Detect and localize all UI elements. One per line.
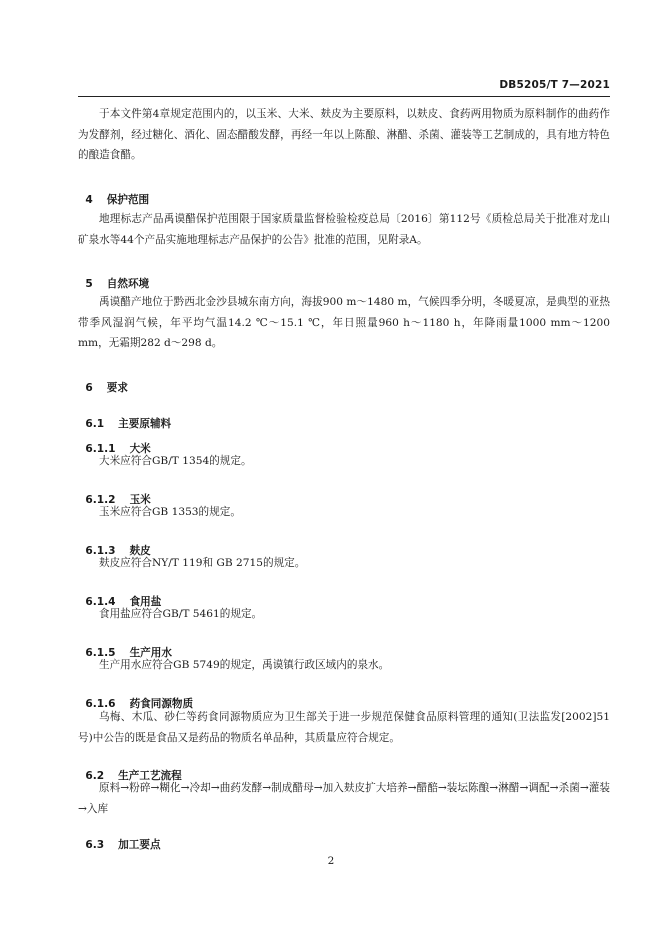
section-number: 6.1.3 <box>85 545 116 557</box>
section-5-heading <box>78 264 149 291</box>
section-number: 6.1.4 <box>85 596 116 608</box>
section-4-block <box>78 209 610 250</box>
section-title: 玉米 <box>129 494 151 506</box>
section-number: 6.1.1 <box>85 443 116 455</box>
section-6-1-6-paragraph: 乌梅、木瓜、砂仁等药食同源物质应为卫生部关于进一步规范保健食品原料管理的通知(卫法监发[2002]51号)中公告的既是食品又是药品的物质名单品种，其质量应符合规定。 <box>78 711 610 744</box>
section-number: 6.1 <box>85 418 105 430</box>
section-6-3-heading <box>78 825 161 852</box>
section-6-1-2-block <box>78 502 610 523</box>
section-4-paragraph: 地理标志产品禹谟醋保护范围限于国家质量监督检验检疫总局〔2016〕第112号《质检总局关于批准对龙山矿泉水等44个产品实施地理标志产品保护的公告》批准的范围，见附录A。 <box>78 213 610 246</box>
section-title: 主要原辅料 <box>118 418 172 430</box>
section-number: 6 <box>85 382 93 394</box>
section-title: 生产工艺流程 <box>118 770 182 782</box>
intro-block <box>78 104 610 166</box>
section-number: 5 <box>85 278 93 290</box>
section-5-block <box>78 292 610 354</box>
section-title: 食用盐 <box>129 596 162 608</box>
section-6-1-3-block <box>78 553 610 574</box>
header-rule <box>78 96 610 97</box>
section-4-heading <box>78 180 149 207</box>
section-5-paragraph: 禹谟醋产地位于黔西北金沙县城东南方向，海拔900 m～1480 m，气候四季分明，冬暖夏凉，是典型的亚热带季风湿润气候，年平均气温14.2 ℃～15.1 ℃，年日照量960 h～1180 h，年降雨量1000 mm～1200 mm，无霜期282 d～298 d。 <box>78 296 610 349</box>
intro-paragraph: 于本文件第4章规定范围内的，以玉米、大米、麸皮为主要原料，以麸皮、食药两用物质为原料制作的曲药作为发酵剂，经过糖化、酒化、固态醋酸发酵，再经一年以上陈酿、淋醋、杀菌、灌装等工艺制成的，具有地方特色的酿造食醋。 <box>78 108 610 161</box>
section-6-1-heading <box>78 404 171 431</box>
section-6-1-1-block <box>78 451 610 472</box>
page-number: 2 <box>327 855 335 867</box>
section-6-1-4-text: 食用盐应符合GB/T 5461的规定。 <box>99 608 263 620</box>
section-title: 药食同源物质 <box>129 698 194 710</box>
section-number: 6.2 <box>85 770 105 782</box>
section-6-1-6-block <box>78 707 610 748</box>
section-title: 麸皮 <box>129 545 151 557</box>
section-number: 6.1.6 <box>85 698 116 710</box>
section-title: 大米 <box>129 443 151 455</box>
section-6-1-3-text: 麸皮应符合NY/T 119和 GB 2715的规定。 <box>99 557 306 569</box>
section-6-2-block <box>78 778 610 819</box>
document-code: DB5205/T 7—2021 <box>499 79 610 91</box>
section-6-1-4-block <box>78 604 610 625</box>
section-title: 要求 <box>106 382 128 394</box>
section-number: 6.3 <box>85 839 105 851</box>
section-number: 4 <box>85 194 93 206</box>
section-6-1-5-block <box>78 655 610 676</box>
section-title: 生产用水 <box>129 647 172 659</box>
section-title: 加工要点 <box>118 839 161 851</box>
section-6-2-paragraph: 原料→粉碎→糊化→冷却→曲药发酵→制成醋母→加入麸皮扩大培养→醋醅→装坛陈酿→淋醋→调配→杀菌→灌装→入库 <box>78 782 610 815</box>
section-title: 自然环境 <box>106 278 150 290</box>
section-6-heading <box>78 368 128 395</box>
section-6-1-2-text: 玉米应符合GB 1353的规定。 <box>99 506 241 518</box>
section-title: 保护范围 <box>106 194 150 206</box>
section-6-1-5-text: 生产用水应符合GB 5749的规定，禹谟镇行政区域内的泉水。 <box>99 659 390 671</box>
section-number: 6.1.2 <box>85 494 116 506</box>
section-number: 6.1.5 <box>85 647 116 659</box>
section-6-1-1-text: 大米应符合GB/T 1354的规定。 <box>99 455 252 467</box>
